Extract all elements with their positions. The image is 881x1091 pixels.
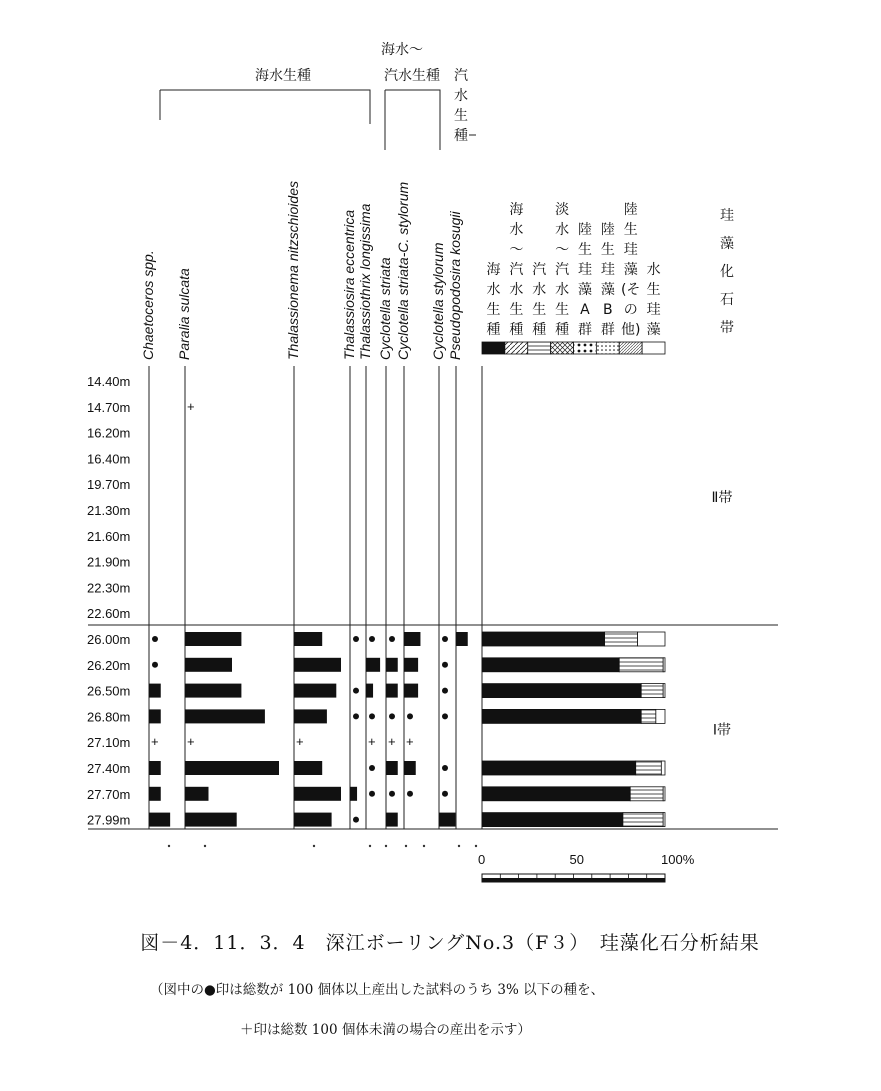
legend-swatch: [642, 342, 665, 354]
composition-segment: [663, 813, 665, 827]
composition-segment: [482, 761, 636, 775]
species-label: Thalassiothrix longissima: [357, 203, 373, 360]
composition-axis-label: 0: [478, 852, 486, 867]
brackish-marine-bracket: [385, 90, 440, 150]
legend-label-char: 汽: [555, 262, 570, 278]
rare-marker: [353, 817, 359, 823]
composition-bars: [478, 632, 695, 882]
legend-label-char: B: [603, 302, 613, 318]
species-bar: [294, 761, 322, 775]
zone-label: Ⅱ帯: [711, 490, 733, 507]
composition-segment: [663, 658, 665, 672]
species-bar: [404, 684, 418, 698]
species-bar: [366, 658, 380, 672]
species-label: Pseudopodosira kosugii: [447, 211, 463, 360]
rare-marker: [389, 636, 395, 642]
species-bar: [149, 813, 170, 827]
species-bar: [456, 632, 468, 646]
species-label: Cyclotella stylorum: [430, 242, 446, 360]
legend-label-char: の: [623, 302, 638, 318]
legend-label-char: 陸: [600, 222, 615, 238]
composition-segment: [482, 709, 641, 723]
rare-marker: [442, 765, 448, 771]
depth-label: 14.40m: [87, 374, 131, 389]
few-marker: +: [187, 734, 195, 750]
legend-swatch: [619, 342, 642, 354]
depth-label: 19.70m: [87, 477, 131, 493]
composition-segment: [656, 709, 665, 723]
zone-label: Ⅰ帯: [712, 722, 732, 739]
composition-segment: [482, 813, 623, 827]
composition-axis-fill: [482, 878, 665, 882]
depth-label: 26.20m: [87, 657, 131, 673]
species-label: Chaetoceros spp.: [140, 250, 156, 360]
rare-marker: [353, 636, 359, 642]
group-brackish-marine-label-bottom: 汽水生種: [384, 68, 440, 84]
depth-label: 22.60m: [87, 606, 131, 622]
rare-marker: [442, 791, 448, 797]
composition-segment: [619, 658, 663, 672]
rare-marker: [353, 688, 359, 694]
zone-header-char: 藻: [720, 236, 734, 252]
depth-label: 16.20m: [87, 425, 131, 441]
depth-label: 27.40m: [87, 761, 131, 776]
few-marker: +: [368, 734, 376, 750]
species-label: Thalassionema nitzschioides: [285, 181, 301, 360]
zone-labels: [712, 208, 734, 738]
baseline-dot: [475, 845, 477, 847]
legend-label-char: 生: [555, 302, 570, 318]
rare-marker: [442, 688, 448, 694]
depth-label: 14.70m: [87, 399, 131, 415]
figure-note-line-2: ＋印は総数 100 個体未満の場合の産出を示す）: [240, 1022, 531, 1038]
rare-marker: [407, 791, 413, 797]
rare-marker: [442, 713, 448, 719]
species-label: Paralia sulcata: [176, 268, 192, 360]
depth-label: 26.50m: [87, 683, 131, 699]
species-bar: [149, 709, 161, 723]
legend-label-char: 生: [486, 302, 501, 318]
figure-note-line-1: （図中の●印は総数が 100 個体以上産出した試料のうち 3% 以下の種を、: [150, 982, 605, 998]
legend-label-char: 淡: [555, 202, 570, 218]
rare-marker: [407, 713, 413, 719]
species-bar: [185, 813, 237, 827]
legend-swatch: [528, 342, 551, 354]
composition-segment: [605, 632, 638, 646]
legend-label-char: 水: [509, 222, 524, 238]
legend-label-char: 生: [646, 282, 661, 298]
species-bars: [149, 399, 468, 827]
species-bar: [386, 761, 398, 775]
legend-label-char: 種: [509, 322, 524, 338]
composition-segment: [623, 813, 663, 827]
species-bar: [185, 787, 209, 801]
legend-label-char: 種: [486, 322, 501, 338]
rare-marker: [152, 636, 158, 642]
few-marker: +: [296, 734, 304, 750]
baseline-dot: [458, 845, 460, 847]
species-bar: [366, 684, 373, 698]
rare-marker: [369, 765, 375, 771]
zone-header-char: 化: [720, 264, 734, 280]
species-bar: [386, 658, 398, 672]
legend-label-char: 藻: [623, 262, 638, 278]
depth-label: 22.30m: [87, 580, 131, 596]
depth-label: 21.30m: [87, 503, 131, 518]
species-bar: [294, 787, 341, 801]
group-marine-label: 海水生種: [255, 68, 311, 84]
zone-header-char: 珪: [720, 208, 734, 224]
legend-label-char: 生: [577, 242, 592, 258]
baseline-dot: [204, 845, 206, 847]
composition-segment: [482, 658, 619, 672]
species-bar: [149, 684, 161, 698]
zone-header-char: 帯: [720, 320, 734, 336]
composition-segment: [636, 761, 662, 775]
species-label: Cyclotella striata: [377, 257, 393, 360]
legend-label-char: 生: [509, 302, 524, 318]
composition-segment: [663, 684, 665, 698]
group-brackish-label-char: 種: [454, 128, 468, 144]
species-bar: [386, 684, 398, 698]
legend-label-char: 汽: [532, 262, 547, 278]
few-marker: +: [187, 398, 195, 414]
legend-label-char: 珪: [600, 262, 615, 278]
legend-label-char: 藻: [577, 282, 592, 298]
rare-marker: [389, 791, 395, 797]
species-bar: [294, 813, 332, 827]
rare-marker: [369, 713, 375, 719]
depth-label: 21.90m: [87, 554, 131, 570]
rare-marker: [353, 713, 359, 719]
legend-label-char: 種: [555, 322, 570, 338]
species-headers: [140, 181, 463, 360]
legend-label-char: 珪: [577, 262, 592, 278]
species-bar: [185, 658, 232, 672]
composition-segment: [641, 709, 656, 723]
species-bar: [294, 709, 327, 723]
baseline-dot: [405, 845, 407, 847]
composition-segment: [482, 684, 641, 698]
baseline-dot: [385, 845, 387, 847]
species-bar: [185, 761, 279, 775]
rare-marker: [389, 713, 395, 719]
legend-label-char: 陸: [623, 202, 638, 218]
composition-axis-label: 50: [569, 852, 584, 867]
composition-segment: [630, 787, 663, 801]
legend-label-char: 生: [600, 242, 615, 258]
composition-segment: [663, 787, 665, 801]
depth-label: 26.00m: [87, 632, 131, 647]
figure-caption: 図－4．11．3．4 深江ボーリングNo.3（F３） 珪藻化石分析結果: [140, 932, 760, 954]
legend-label-char: ～: [509, 242, 524, 258]
species-bar: [404, 658, 418, 672]
depth-label: 21.60m: [87, 528, 131, 544]
species-label: Thalassiosira eccentrica: [341, 209, 357, 360]
rare-marker: [369, 791, 375, 797]
legend-label-char: 藻: [646, 322, 661, 338]
group-brackish-label-char: 水: [454, 88, 468, 104]
legend-label-char: 水: [646, 262, 661, 278]
legend-label-char: 水: [509, 282, 524, 298]
species-bar: [185, 684, 241, 698]
species-bar: [185, 709, 265, 723]
species-bar: [350, 787, 357, 801]
legend-swatch: [596, 342, 619, 354]
group-brackish-marine-label-top: 海水～: [381, 42, 423, 58]
legend-label-char: 水: [486, 282, 501, 298]
legend-swatch: [551, 342, 574, 354]
rare-marker: [442, 636, 448, 642]
baseline-dot: [423, 845, 425, 847]
species-bar: [294, 658, 341, 672]
legend-label-char: 陸: [577, 222, 592, 238]
species-bar: [185, 632, 241, 646]
few-marker: +: [406, 734, 414, 750]
species-bar: [294, 632, 322, 646]
species-bar: [404, 632, 420, 646]
zone-header-char: 石: [720, 292, 734, 308]
group-brackish-label-char: 生: [454, 108, 468, 124]
baseline-dot: [313, 845, 315, 847]
legend-label-char: 汽: [509, 262, 524, 278]
few-marker: +: [388, 734, 396, 750]
legend-label-char: 群: [577, 322, 592, 338]
species-bar: [386, 813, 398, 827]
legend-label-char: 藻: [600, 282, 615, 298]
legend-label-char: (そ: [620, 282, 641, 298]
legend-label-char: 海: [486, 262, 501, 278]
guide-lines: [88, 366, 778, 847]
composition-axis-label: 100%: [661, 852, 695, 867]
legend-label-char: 海: [509, 202, 524, 218]
composition-segment: [661, 761, 665, 775]
legend-label-char: 水: [555, 282, 570, 298]
species-bar: [149, 787, 161, 801]
depth-label: 16.40m: [87, 451, 131, 467]
legend-swatch: [574, 342, 597, 354]
depth-label: 27.10m: [87, 735, 131, 751]
legend-label-char: 生: [623, 222, 638, 238]
legend-label-char: A: [580, 302, 590, 318]
composition-legend: [482, 201, 665, 354]
legend-label-char: 珪: [646, 302, 661, 318]
baseline-dot: [168, 845, 170, 847]
composition-segment: [482, 632, 605, 646]
legend-label-char: 水: [555, 222, 570, 238]
legend-label-char: 他): [620, 322, 641, 338]
legend-label-char: 種: [532, 322, 547, 338]
composition-segment: [641, 684, 663, 698]
rare-marker: [152, 662, 158, 668]
legend-swatch: [482, 342, 505, 354]
legend-label-char: 生: [532, 302, 547, 318]
species-bar: [404, 761, 416, 775]
few-marker: +: [151, 734, 159, 750]
species-bar: [439, 813, 455, 827]
legend-swatch: [505, 342, 528, 354]
rare-marker: [442, 662, 448, 668]
legend-label-char: 群: [600, 322, 615, 338]
marine-bracket: [160, 90, 370, 124]
species-bar: [294, 684, 336, 698]
legend-label-char: 水: [532, 282, 547, 298]
depth-label: 27.99m: [87, 812, 131, 828]
composition-segment: [638, 632, 665, 646]
baseline-dot: [369, 845, 371, 847]
depth-label: 26.80m: [87, 709, 131, 725]
depth-labels: [87, 374, 130, 828]
legend-label-char: 珪: [623, 242, 638, 258]
legend-label-char: ～: [555, 242, 570, 258]
group-brackish-label-char: 汽: [454, 68, 468, 84]
species-bar: [149, 761, 161, 775]
rare-marker: [369, 636, 375, 642]
species-label: Cyclotella striata-C. stylorum: [395, 181, 411, 360]
composition-segment: [482, 787, 630, 801]
group-brackets: [160, 41, 476, 150]
depth-label: 27.70m: [87, 786, 131, 802]
